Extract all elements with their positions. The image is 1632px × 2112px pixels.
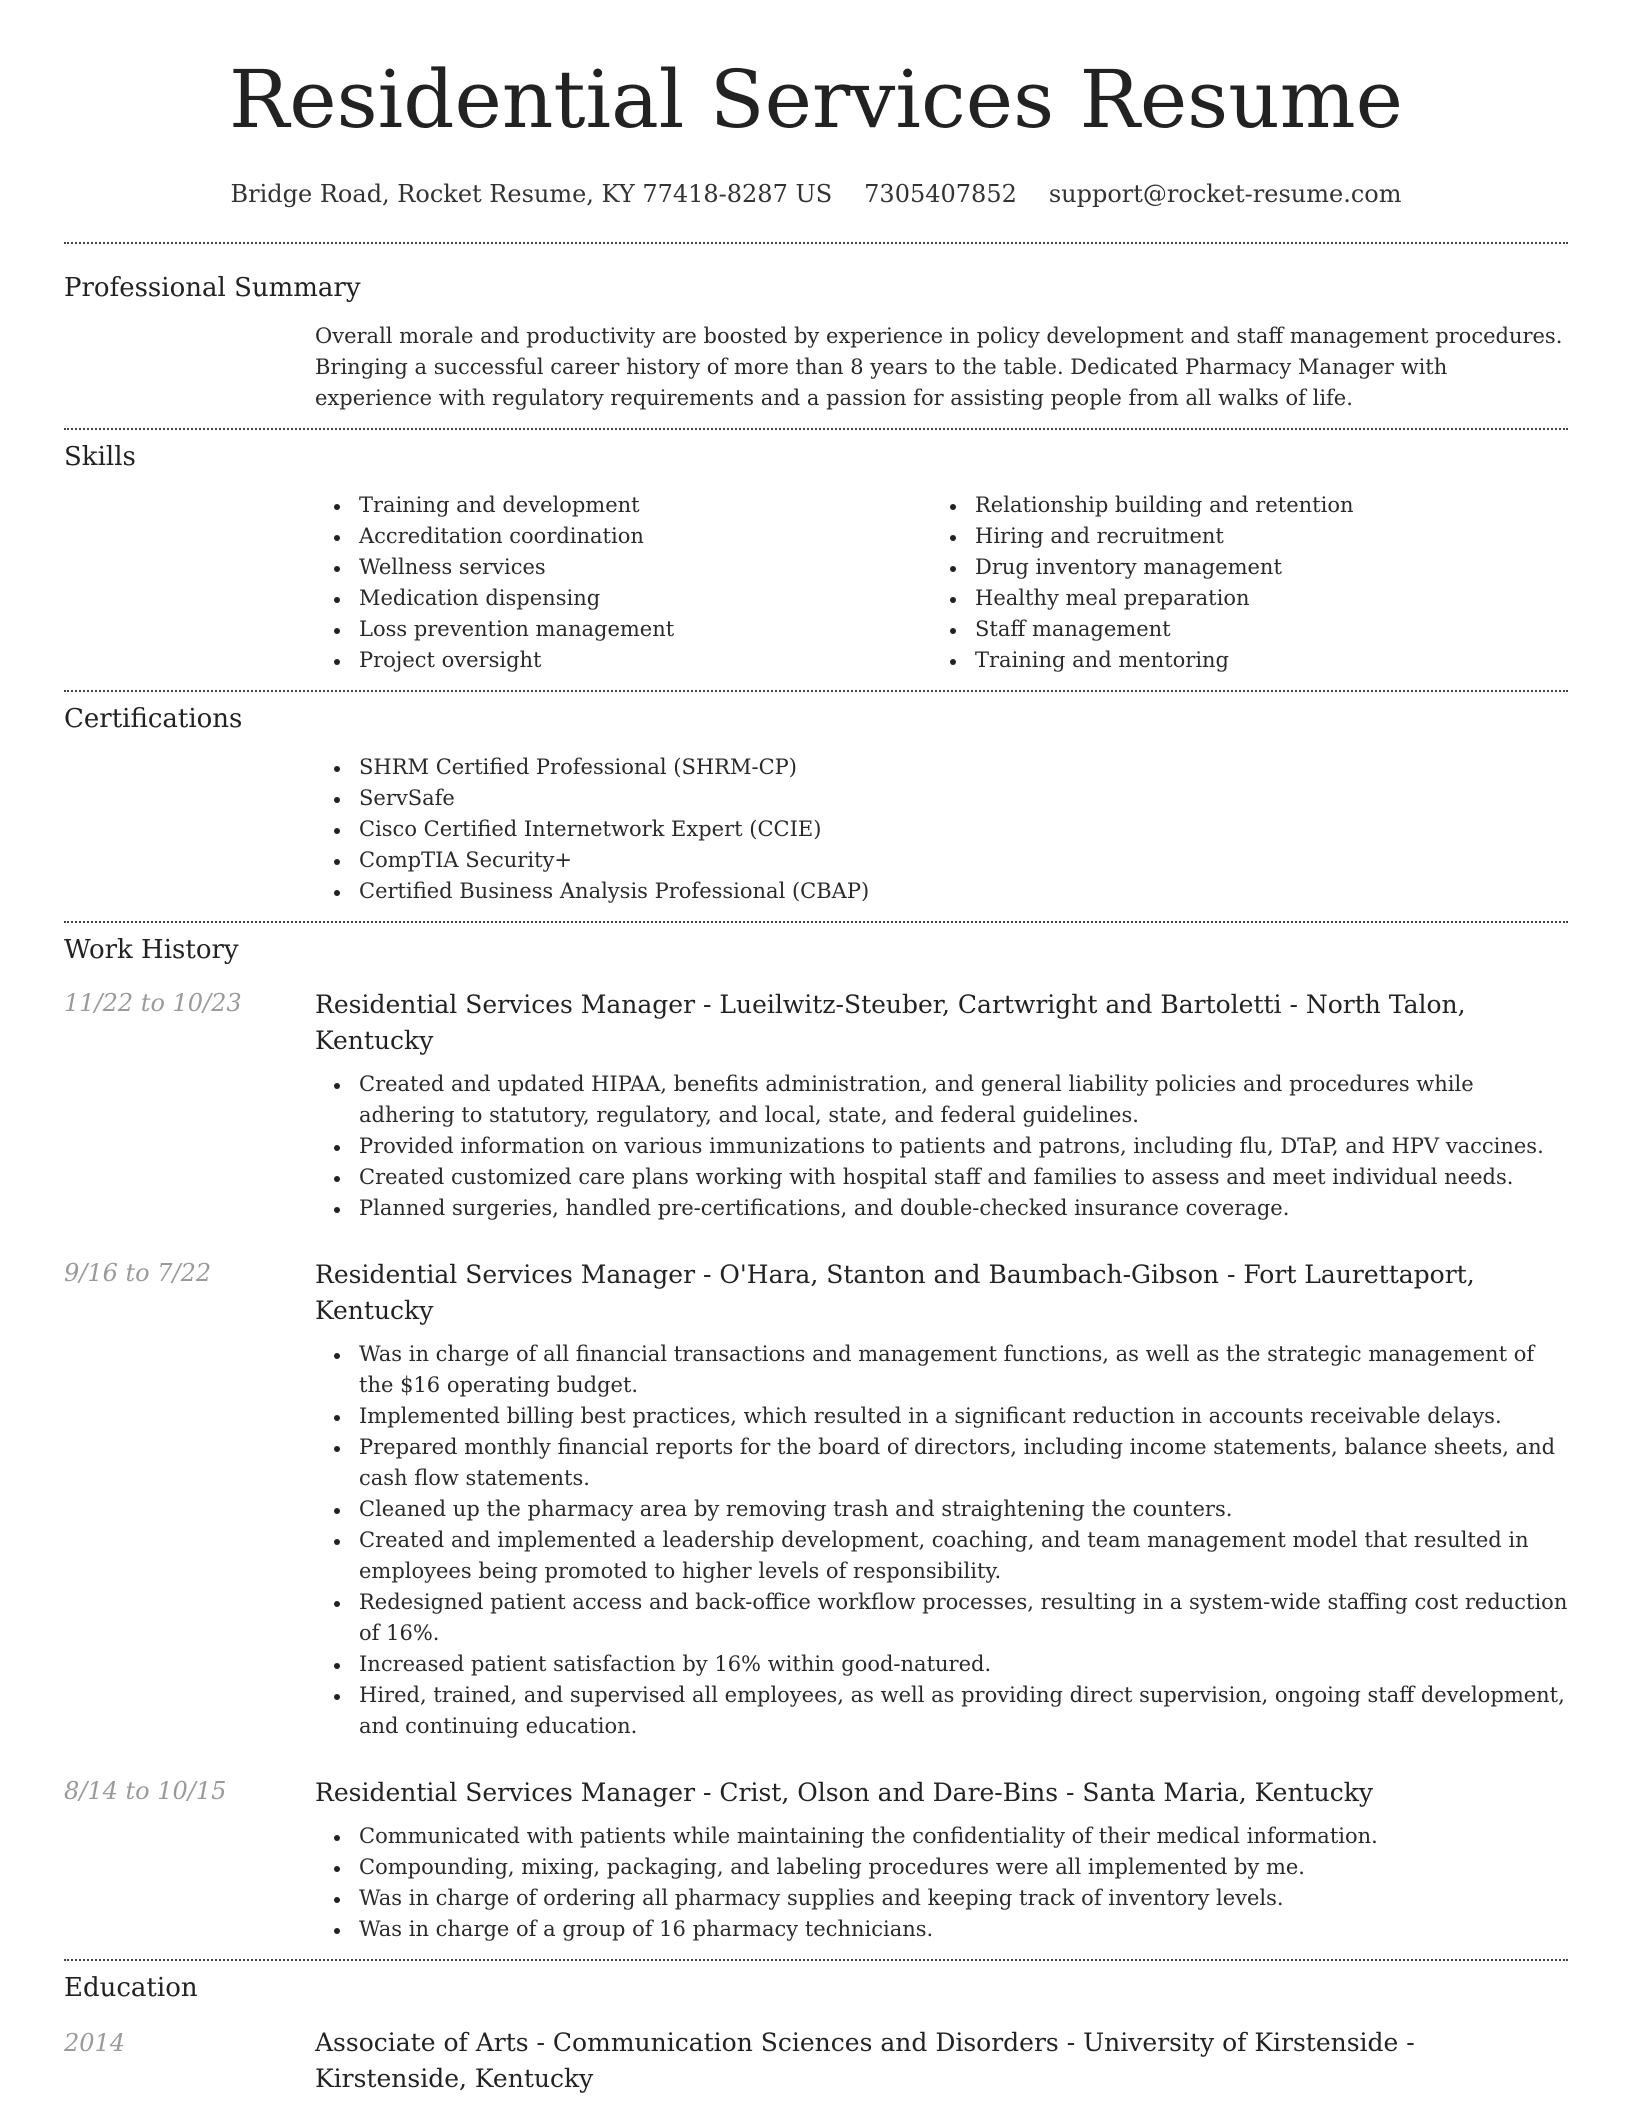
- certification-item: Certified Business Analysis Professional (CBAP): [315, 876, 1568, 907]
- job-title: Residential Services Manager - Lueilwitz-Steuber, Cartwright and Bartoletti - North Talon, Kentucky: [315, 990, 1466, 1055]
- job-dates: 11/22 to 10/23: [64, 989, 242, 1017]
- job-bullet: Provided information on various immunizations to patients and patrons, including flu, DTaP, and HPV vaccines.: [315, 1131, 1568, 1162]
- work-history-heading: Work History: [64, 935, 239, 965]
- job-bullet: Cleaned up the pharmacy area by removing trash and straightening the counters.: [315, 1494, 1568, 1525]
- certifications-section: [64, 692, 1568, 907]
- contact-address: Bridge Road, Rocket Resume, KY 77418-8287 US: [230, 180, 833, 208]
- certifications-list: [315, 752, 1568, 907]
- certification-item: SHRM Certified Professional (SHRM-CP): [315, 752, 1568, 783]
- education-section: [64, 1961, 1568, 2097]
- education-date: 2014: [64, 2029, 126, 2057]
- skill-item: Training and mentoring: [931, 645, 1547, 676]
- job-bullets: [315, 1069, 1568, 1224]
- skill-item: Medication dispensing: [315, 583, 931, 614]
- job-entry: [64, 987, 1568, 1224]
- education-heading: Education: [64, 1973, 198, 2003]
- skill-item: Hiring and recruitment: [931, 521, 1547, 552]
- job-entry: [64, 1775, 1568, 1945]
- skill-item: Healthy meal preparation: [931, 583, 1547, 614]
- resume-header: [64, 0, 1568, 210]
- job-bullet: Created and updated HIPAA, benefits administration, and general liability policies and procedures while adhering to statutory, regulatory, and local, state, and federal guidelines.: [315, 1069, 1568, 1131]
- job-bullet: Increased patient satisfaction by 16% within good-natured.: [315, 1649, 1568, 1680]
- summary-text: Overall morale and productivity are boosted by experience in policy development and staff management procedures. Bringing a successful career history of more than 8 years to the table. Dedicated Pharmacy Manager with experience with regulatory requirements and a passion for assisting people from all walks of life.: [315, 324, 1563, 410]
- skill-item: Relationship building and retention: [931, 490, 1547, 521]
- job-title: Residential Services Manager - O'Hara, Stanton and Baumbach-Gibson - Fort Laurettaport, Kentucky: [315, 1260, 1475, 1325]
- certifications-heading: Certifications: [64, 704, 243, 734]
- job-bullet: Communicated with patients while maintaining the confidentiality of their medical information.: [315, 1821, 1568, 1852]
- job-bullet: Was in charge of ordering all pharmacy supplies and keeping track of inventory levels.: [315, 1883, 1568, 1914]
- job-dates: 8/14 to 10/15: [64, 1777, 227, 1805]
- contact-email: support@rocket-resume.com: [1048, 180, 1402, 208]
- job-bullet: Hired, trained, and supervised all employees, as well as providing direct supervision, ongoing staff development, and continuing education.: [315, 1680, 1568, 1742]
- job-bullet: Created and implemented a leadership development, coaching, and team management model that resulted in employees being promoted to higher levels of responsibility.: [315, 1525, 1568, 1587]
- job-bullet: Was in charge of all financial transactions and management functions, as well as the strategic management of the $16 operating budget.: [315, 1339, 1568, 1401]
- job-title: Residential Services Manager - Crist, Olson and Dare-Bins - Santa Maria, Kentucky: [315, 1778, 1373, 1807]
- skill-item: Staff management: [931, 614, 1547, 645]
- skill-item: Accreditation coordination: [315, 521, 931, 552]
- job-bullet: Planned surgeries, handled pre-certifications, and double-checked insurance coverage.: [315, 1193, 1568, 1224]
- skills-right-list: [931, 490, 1547, 676]
- contact-line: [64, 178, 1568, 210]
- job-bullets: [315, 1339, 1568, 1742]
- job-bullet: Compounding, mixing, packaging, and labeling procedures were all implemented by me.: [315, 1852, 1568, 1883]
- summary-section: [64, 244, 1568, 414]
- job-bullet: Prepared monthly financial reports for the board of directors, including income statements, balance sheets, and cash flow statements.: [315, 1432, 1568, 1494]
- work-history-section: [64, 923, 1568, 1945]
- job-dates: 9/16 to 7/22: [64, 1259, 212, 1287]
- certification-item: Cisco Certified Internetwork Expert (CCIE): [315, 814, 1568, 845]
- resume-title: Residential Services Resume: [229, 53, 1403, 146]
- skill-item: Loss prevention management: [315, 614, 931, 645]
- skills-heading: Skills: [64, 442, 136, 472]
- skill-item: Wellness services: [315, 552, 931, 583]
- skills-left-list: [315, 490, 931, 676]
- skills-grid: [315, 490, 1568, 676]
- job-bullet: Redesigned patient access and back-office workflow processes, resulting in a system-wide staffing cost reduction of 16%.: [315, 1587, 1568, 1649]
- certification-item: CompTIA Security+: [315, 845, 1568, 876]
- education-title: Associate of Arts - Communication Sciences and Disorders - University of Kirstenside - Kirstenside, Kentucky: [315, 2028, 1415, 2093]
- job-bullet: Created customized care plans working with hospital staff and families to assess and meet individual needs.: [315, 1162, 1568, 1193]
- job-bullet: Was in charge of a group of 16 pharmacy technicians.: [315, 1914, 1568, 1945]
- job-bullets: [315, 1821, 1568, 1945]
- skills-section: [64, 430, 1568, 676]
- skill-item: Drug inventory management: [931, 552, 1547, 583]
- certification-item: ServSafe: [315, 783, 1568, 814]
- skill-item: Project oversight: [315, 645, 931, 676]
- job-entry: [64, 1257, 1568, 1742]
- education-entry: [64, 2025, 1568, 2097]
- summary-heading: Professional Summary: [64, 273, 361, 303]
- skill-item: Training and development: [315, 490, 931, 521]
- contact-phone: 7305407852: [864, 180, 1017, 208]
- job-bullet: Implemented billing best practices, which resulted in a significant reduction in accounts receivable delays.: [315, 1401, 1568, 1432]
